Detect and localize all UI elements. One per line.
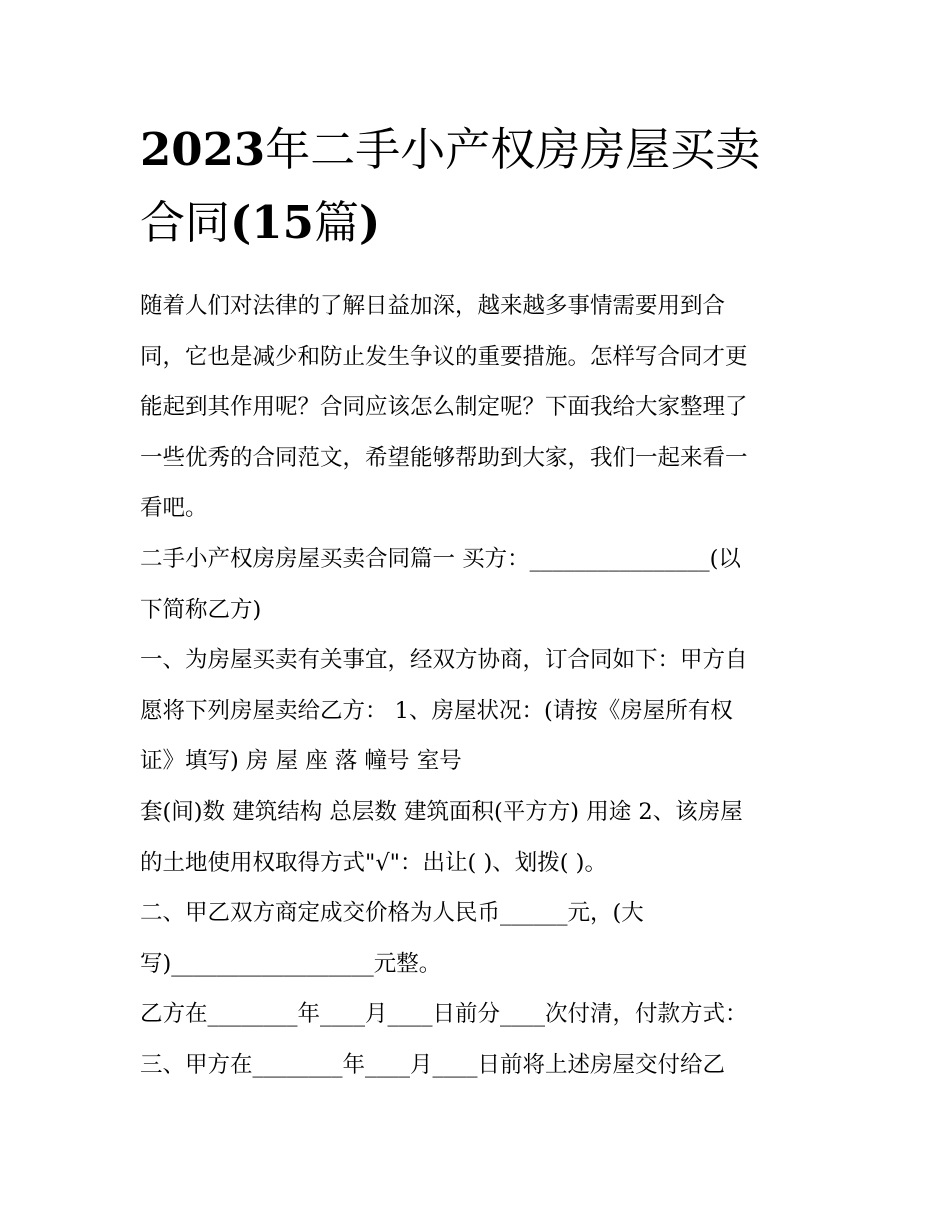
body-line: 乙方在________年____月____日前分____次付清，付款方式： xyxy=(140,1001,748,1028)
title-line-2 xyxy=(140,186,830,259)
title-text-2a: 合同 xyxy=(140,196,231,249)
title-text-1: 年二手小产权房房屋买卖 xyxy=(265,123,761,176)
body-line: 下简称乙方) xyxy=(140,596,262,623)
body-line: 愿将下列房屋卖给乙方： 1、房屋状况：(请按《房屋所有权 xyxy=(140,697,733,724)
body-line: 套(间)数 建筑结构 总层数 建筑面积(平方方) 用途 2、该房屋 xyxy=(140,798,743,825)
title-line-1 xyxy=(140,113,830,186)
body-line: 看吧。 xyxy=(140,495,208,522)
title-count: (15 xyxy=(230,196,314,249)
body-line: 的土地使用权取得方式"√"：出让( )、划拨( )。 xyxy=(140,849,607,876)
body-line: 二、甲乙双方商定成交价格为人民币______元，(大 xyxy=(140,900,644,927)
body-line: 同，它也是减少和防止发生争议的重要措施。怎样写合同才更 xyxy=(140,343,748,370)
body-line: 写)__________________元整。 xyxy=(140,950,442,977)
body-line: 证》填写) 房 屋 座 落 幢号 室号 xyxy=(140,748,462,775)
body-line: 一些优秀的合同范文，希望能够帮助到大家，我们一起来看一 xyxy=(140,444,748,471)
title-year: 2023 xyxy=(140,123,266,176)
body-line: 一、为房屋买卖有关事宜，经双方协商，订合同如下：甲方自 xyxy=(140,647,748,674)
title-close-paren: ) xyxy=(358,196,381,249)
body-line: 二手小产权房房屋买卖合同篇一 买方：________________(以 xyxy=(140,545,741,572)
body-line: 三、甲方在________年____月____日前将上述房屋交付给乙 xyxy=(140,1051,726,1078)
body-line: 能起到其作用呢？合同应该怎么制定呢？下面我给大家整理了 xyxy=(140,394,748,421)
body-line: 随着人们对法律的了解日益加深，越来越多事情需要用到合 xyxy=(140,293,726,319)
document-body xyxy=(140,281,830,1091)
page-title xyxy=(140,113,830,259)
title-text-2c: 篇 xyxy=(313,196,359,249)
